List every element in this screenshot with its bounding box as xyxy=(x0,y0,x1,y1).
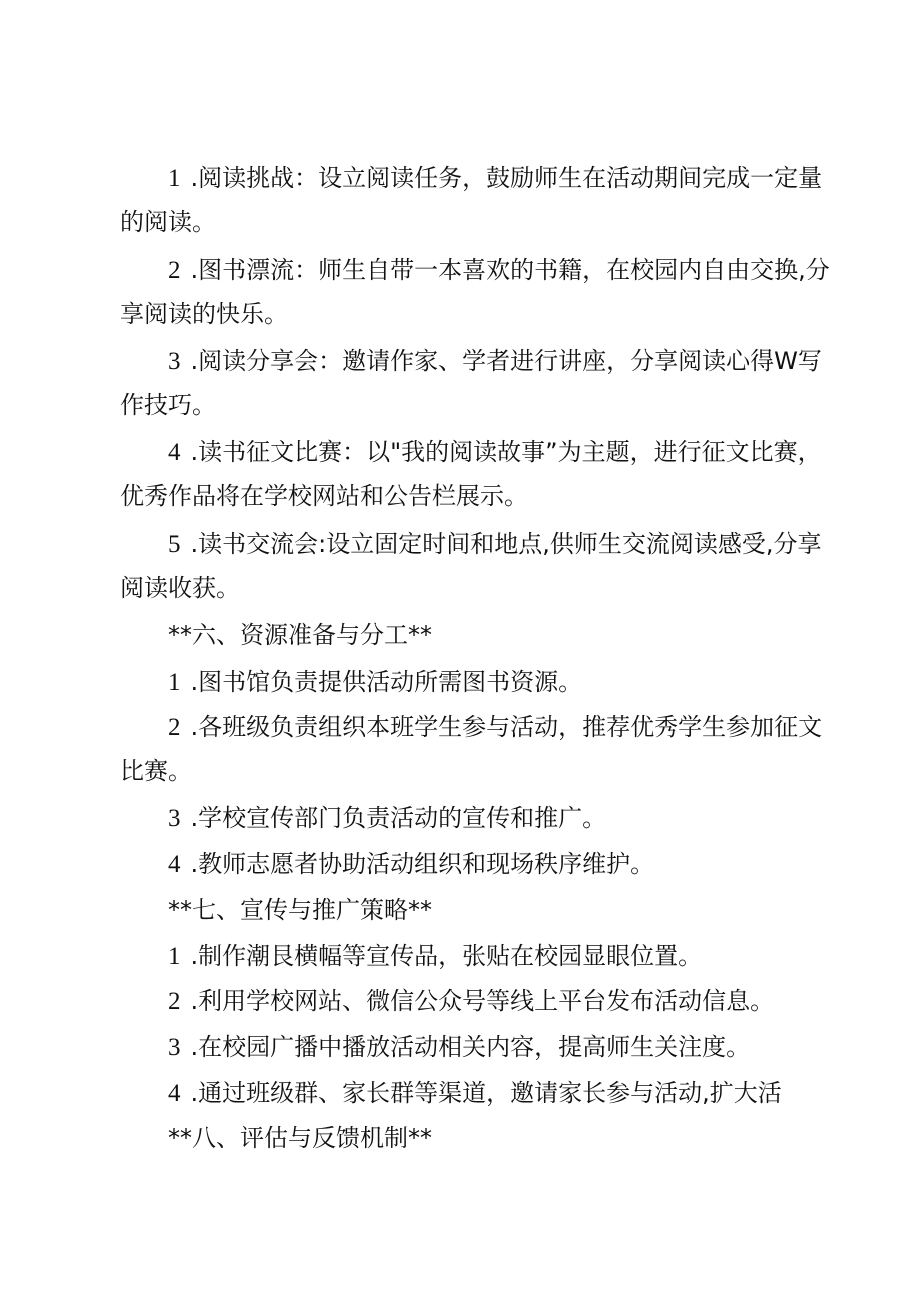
activity-item-5 xyxy=(168,524,868,564)
item-text: .通过班级群、家长群等渠道，邀请家长参与活动,扩大活 xyxy=(190,1079,782,1107)
resource-item-2 xyxy=(168,707,868,747)
activity-item-4-continued xyxy=(120,476,820,516)
resource-item-3 xyxy=(168,798,868,838)
item-text: .图书漂流：师生自带一本喜欢的书籍，在校园内自由交换,分 xyxy=(190,256,830,284)
item-text: .教师志愿者协助活动组织和现场秩序维护。 xyxy=(190,850,655,878)
item-text: .学校宣传部门负责活动的宣传和推广。 xyxy=(190,804,607,832)
item-number: 3 xyxy=(168,1034,181,1061)
item-number: 2 xyxy=(168,257,181,284)
item-text: .利用学校网站、微信公众号等线上平台发布活动信息。 xyxy=(190,987,775,1015)
item-text: .图书馆负责提供活动所需图书资源。 xyxy=(190,668,583,696)
promotion-item-3 xyxy=(168,1027,868,1067)
activity-item-5-continued xyxy=(120,568,820,608)
item-text: .阅读挑战：设立阅读任务，鼓励师生在活动期间完成一定量 xyxy=(190,164,823,192)
promotion-item-4 xyxy=(168,1073,868,1113)
item-text-continued: 比赛。 xyxy=(120,757,192,785)
item-number: 3 xyxy=(168,348,181,375)
item-number: 1 xyxy=(168,943,181,970)
item-number: 4 xyxy=(168,1080,181,1107)
resource-item-1 xyxy=(168,662,868,702)
section-heading-8: **八、评估与反馈机制** xyxy=(168,1124,432,1152)
activity-item-1-continued xyxy=(120,202,820,242)
item-number: 1 xyxy=(168,165,181,192)
item-text-continued: 优秀作品将在学校网站和公告栏展示。 xyxy=(120,482,528,510)
item-number: 2 xyxy=(168,714,181,741)
item-text: .读书征文比赛：以"我的阅读故事”为主题，进行征文比赛， xyxy=(190,438,822,466)
item-text-continued: 享阅读的快乐。 xyxy=(120,300,288,328)
promotion-item-1 xyxy=(168,936,868,976)
item-number: 3 xyxy=(168,805,181,832)
item-text: .制作潮艮横幅等宣传品，张贴在校园显眼位置。 xyxy=(190,942,703,970)
activity-item-3 xyxy=(168,341,868,381)
item-text: .读书交流会:设立固定时间和地点,供师生交流阅读感受,分享 xyxy=(190,530,822,558)
item-text-continued: 作技巧。 xyxy=(120,391,216,419)
item-text: .阅读分享会：邀请作家、学者进行讲座，分享阅读心得W写 xyxy=(190,347,822,375)
section-heading-7: **七、宣传与推广策略** xyxy=(168,896,432,924)
item-text-continued: 阅读收获。 xyxy=(120,574,240,602)
item-text-continued: 的阅读。 xyxy=(120,208,216,236)
activity-item-1 xyxy=(168,158,868,198)
item-number: 4 xyxy=(168,439,181,466)
item-number: 1 xyxy=(168,669,181,696)
activity-item-2-continued xyxy=(120,294,820,334)
resource-item-2-continued xyxy=(120,751,820,791)
activity-item-2 xyxy=(168,250,868,290)
item-number: 2 xyxy=(168,988,181,1015)
item-text: .在校园广播中播放活动相关内容，提高师生关注度。 xyxy=(190,1033,751,1061)
item-number: 4 xyxy=(168,851,181,878)
activity-item-3-continued xyxy=(120,385,820,425)
item-number: 5 xyxy=(168,531,181,558)
activity-item-4 xyxy=(168,432,868,472)
promotion-item-2 xyxy=(168,981,868,1021)
resource-item-4 xyxy=(168,844,868,884)
section-heading-6: **六、资源准备与分工** xyxy=(168,621,432,649)
item-text: .各班级负责组织本班学生参与活动，推荐优秀学生参加征文 xyxy=(190,713,823,741)
